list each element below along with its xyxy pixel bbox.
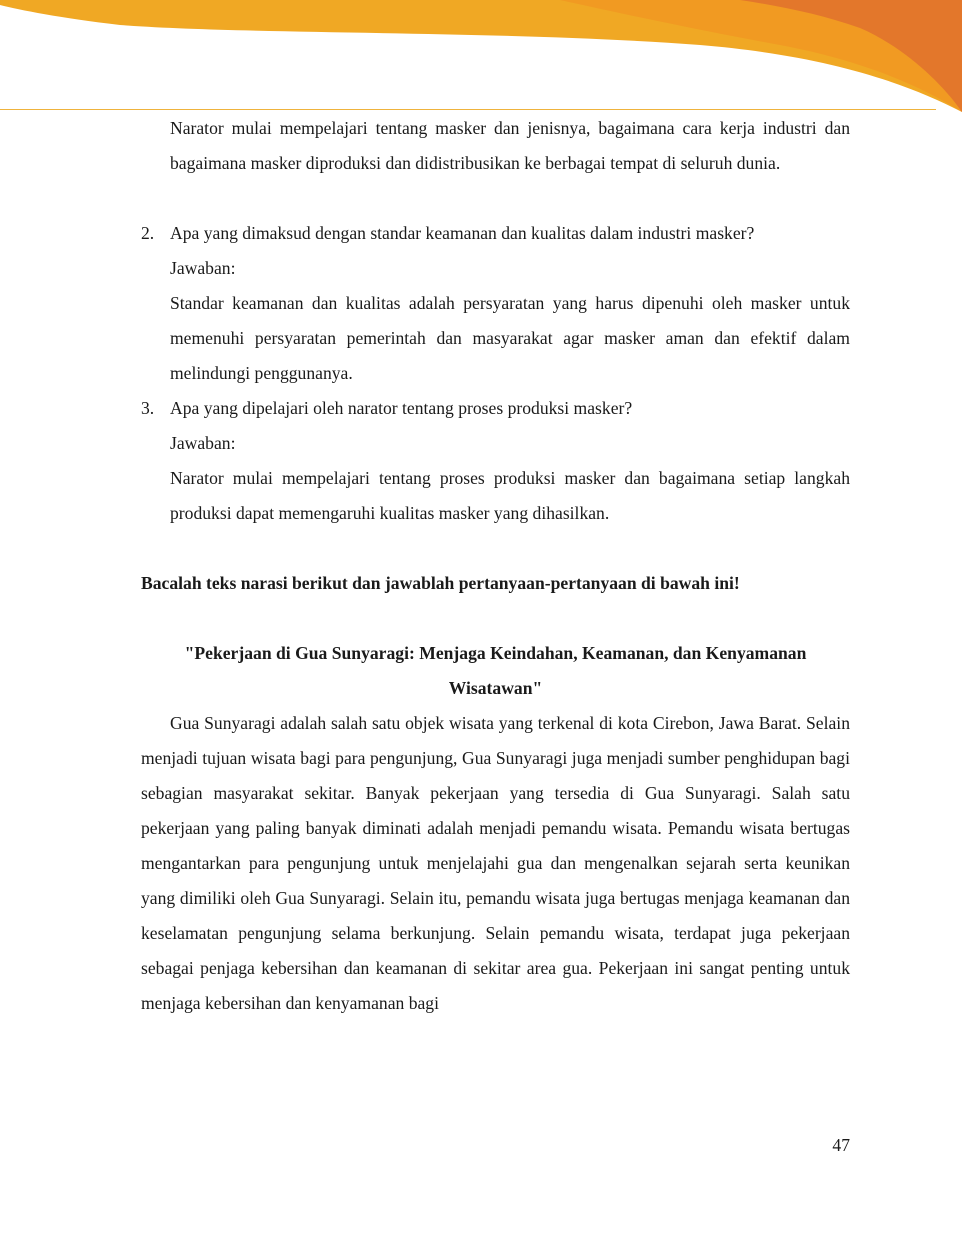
answer-text: Narator mulai mempelajari tentang proses produksi masker dan bagaimana setiap langkah produksi dapat memengaruhi kualitas masker yang dihasilkan.: [170, 468, 850, 523]
page-number: 47: [832, 1135, 850, 1155]
question-text: Apa yang dipelajari oleh narator tentang proses produksi masker?: [170, 398, 633, 418]
answer-continuation: Narator mulai mempelajari tentang masker dan jenisnya, bagaimana cara kerja industri dan bagaimana masker diproduksi dan didistribusikan ke berbagai tempat di seluruh dunia.: [170, 118, 850, 173]
story-title-line1: "Pekerjaan di Gua Sunyaragi: Menjaga Keindahan, Keamanan, dan Kenyamanan: [184, 643, 807, 663]
question-item: [141, 216, 850, 391]
header-banner: [0, 0, 962, 112]
story-title-line2: Wisatawan": [448, 678, 543, 698]
question-number: 2.: [141, 223, 155, 243]
orange-wave-decoration: [0, 0, 962, 112]
answer-label: Jawaban:: [170, 258, 236, 278]
answer-label: Jawaban:: [170, 433, 236, 453]
question-item: [141, 391, 850, 531]
instruction: Bacalah teks narasi berikut dan jawablah pertanyaan-pertanyaan di bawah ini!: [141, 573, 740, 593]
answer-text: Standar keamanan dan kualitas adalah persyaratan yang harus dipenuhi oleh masker untuk memenuhi persyaratan pemerintah dan masyarakat agar masker aman dan efektif dalam melindungi penggunanya.: [170, 293, 850, 383]
page-content: [141, 111, 850, 1021]
question-text: Apa yang dimaksud dengan standar keamanan dan kualitas dalam industri masker?: [170, 223, 755, 243]
story-body: Gua Sunyaragi adalah salah satu objek wisata yang terkenal di kota Cirebon, Jawa Barat. Selain menjadi tujuan wisata bagi para pengunjung, Gua Sunyaragi juga menjadi sumber penghidupan bagi sebagian masyarakat sekitar. Banyak pekerjaan yang tersedia di Gua Sunyaragi. Salah satu pekerjaan yang paling banyak diminati adalah menjadi pemandu wisata. Pemandu wisata bertugas mengantarkan para pengunjung untuk menjelajahi gua dan mengenalkan sejarah serta keunikan yang dimiliki oleh Gua Sunyaragi. Selain itu, pemandu wisata juga bertugas menjaga keamanan dan keselamatan pengunjung selama berkunjung. Selain pemandu wisata, terdapat juga pekerjaan sebagai penjaga kebersihan dan keamanan di sekitar area gua. Pekerjaan ini sangat penting untuk menjaga kebersihan dan kenyamanan bagi: [141, 713, 850, 1013]
header-rule: [0, 109, 936, 110]
question-number: 3.: [141, 398, 155, 418]
